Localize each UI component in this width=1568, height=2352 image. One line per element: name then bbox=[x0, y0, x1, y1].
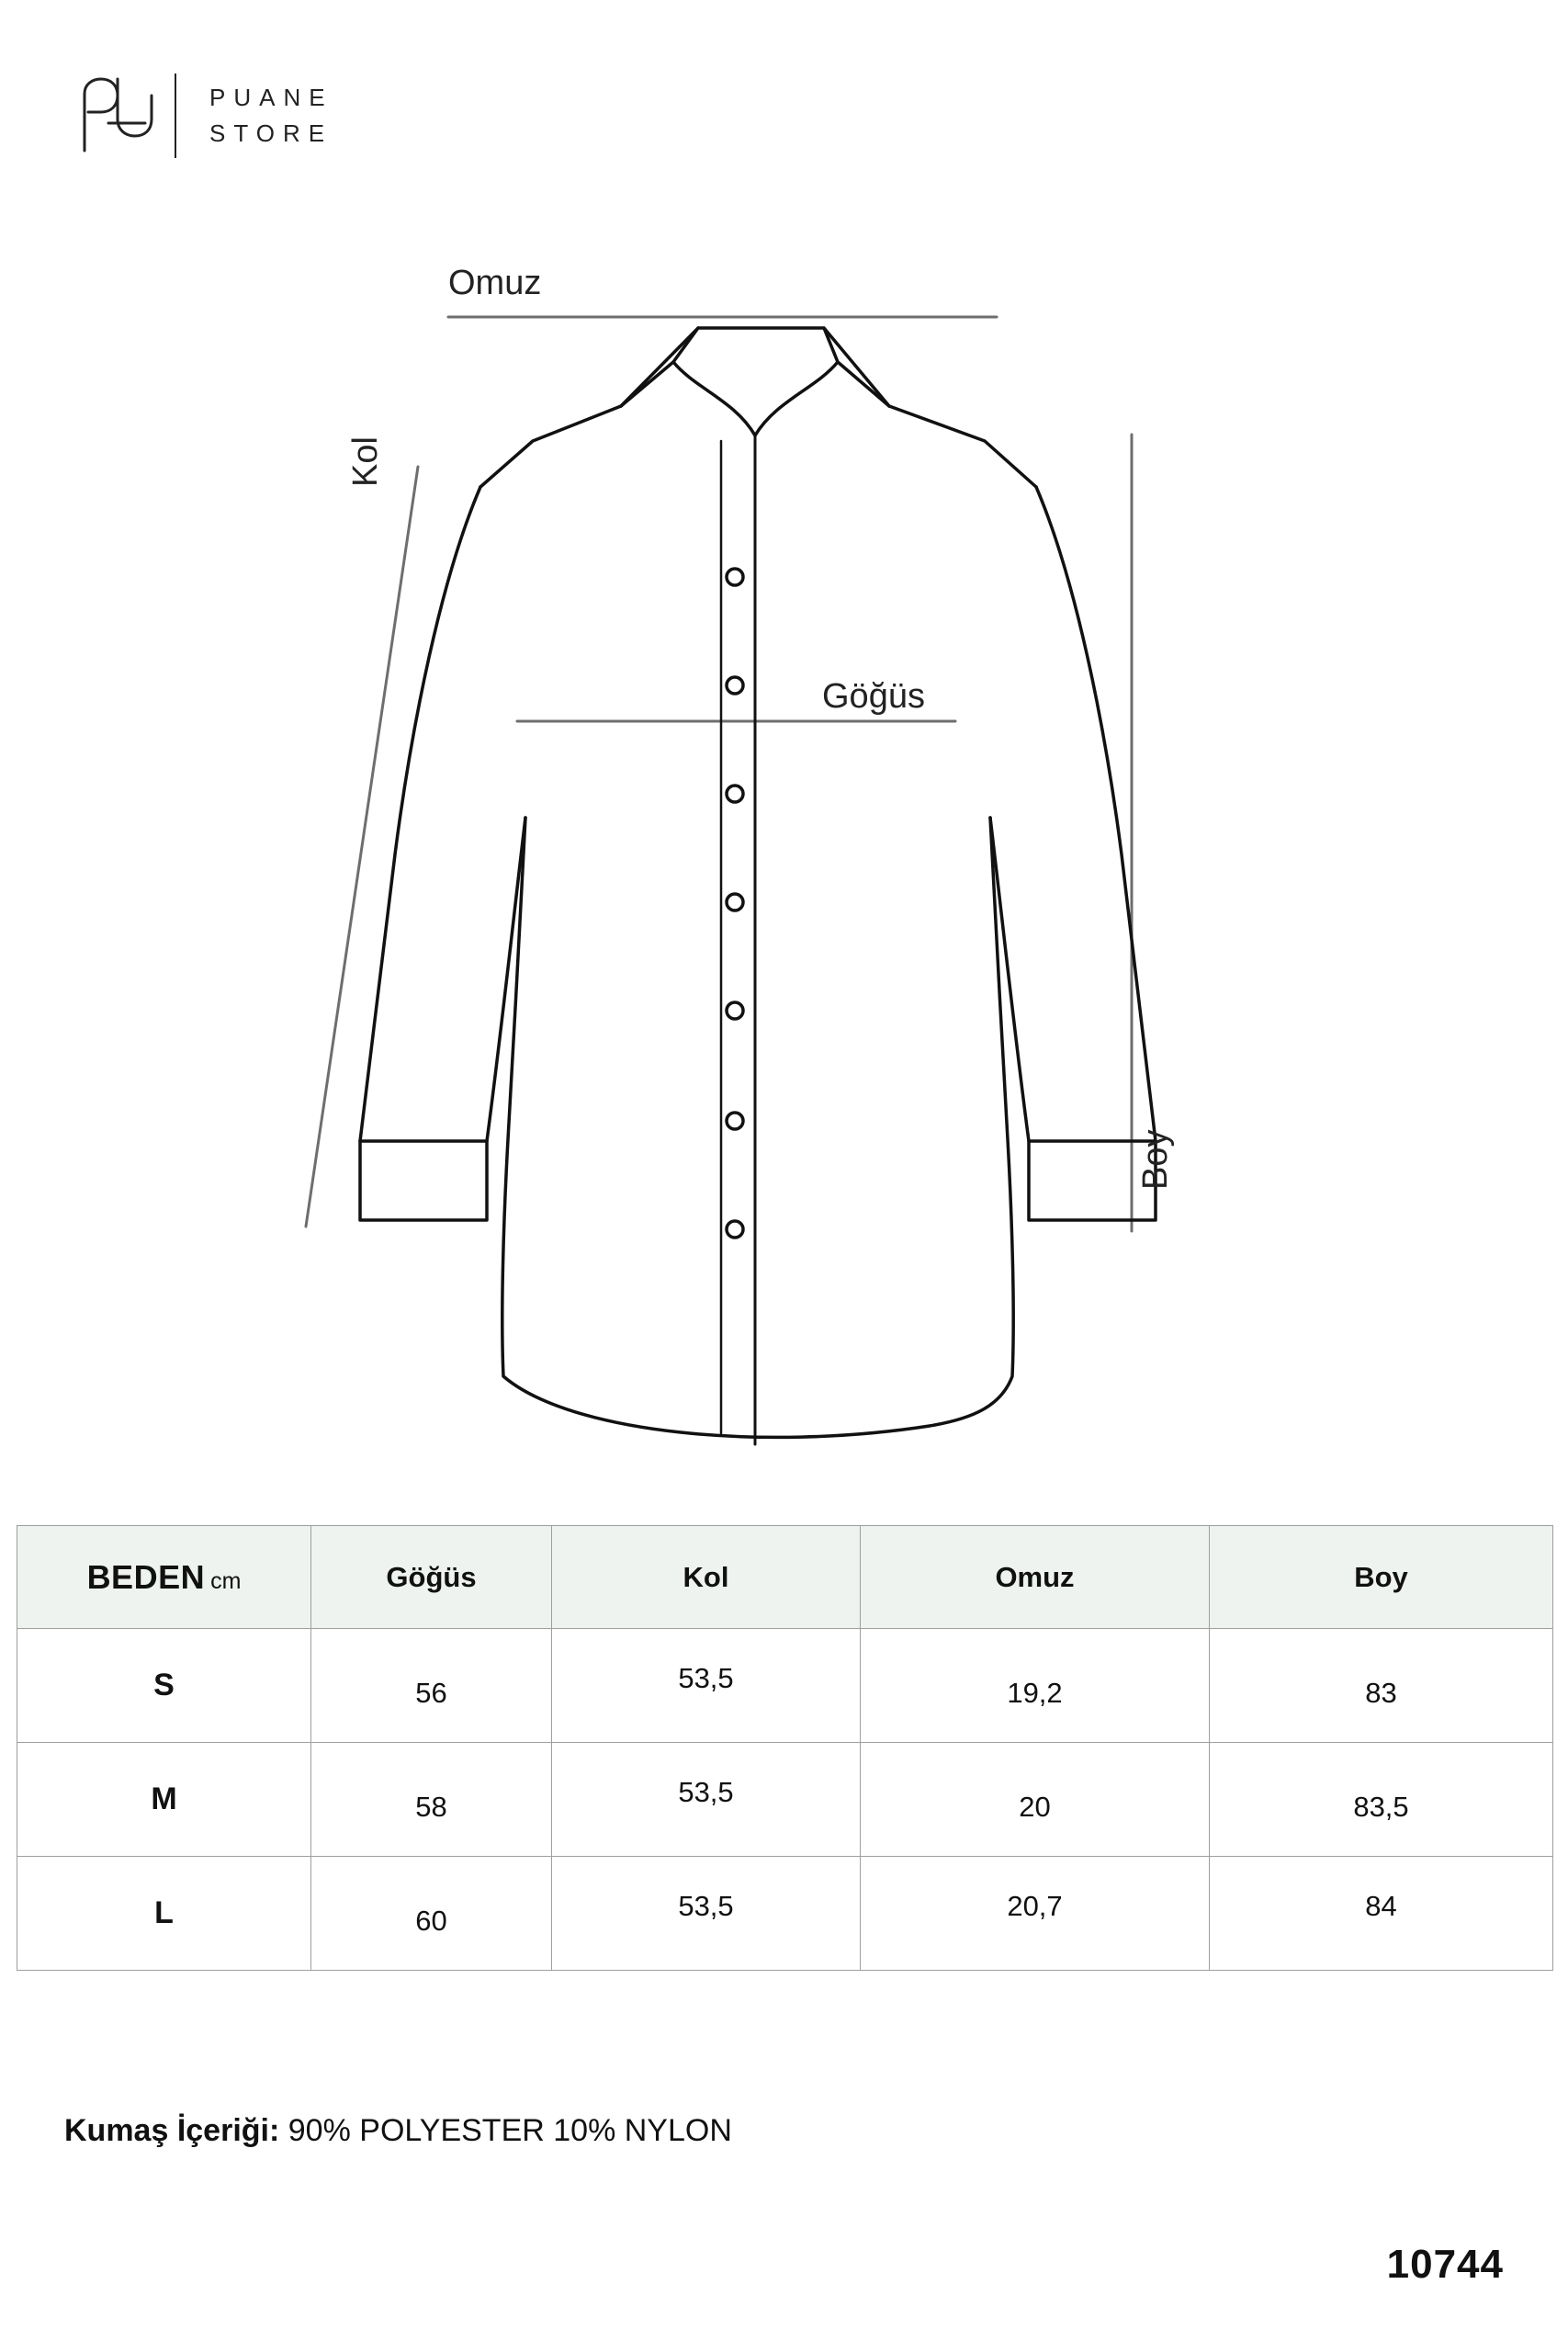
label-gogus: Göğüs bbox=[822, 677, 925, 716]
column-header-length: Boy bbox=[1210, 1526, 1553, 1629]
brand-line-2: STORE bbox=[209, 119, 333, 147]
cell-size: L bbox=[17, 1857, 311, 1971]
cell-chest: 60 bbox=[311, 1864, 552, 1978]
cell-shoulder: 19,2 bbox=[861, 1636, 1210, 1750]
cell-length: 83,5 bbox=[1210, 1750, 1553, 1864]
column-header-size bbox=[17, 1526, 311, 1629]
cell-sleeve: 53,5 bbox=[552, 1622, 861, 1736]
cell-chest: 56 bbox=[311, 1636, 552, 1750]
size-table bbox=[17, 1525, 1553, 1971]
table-row bbox=[17, 1857, 1553, 1971]
fabric-content bbox=[64, 2113, 732, 2149]
label-boy: Boy bbox=[1136, 1129, 1175, 1190]
cell-shoulder: 20 bbox=[861, 1750, 1210, 1864]
table-row bbox=[17, 1629, 1553, 1743]
cell-chest: 58 bbox=[311, 1750, 552, 1864]
product-code: 10744 bbox=[1386, 2242, 1504, 2287]
column-header-sleeve: Kol bbox=[552, 1526, 861, 1629]
cell-sleeve: 53,5 bbox=[552, 1849, 861, 1963]
cell-size: M bbox=[17, 1743, 311, 1857]
brand-line-1: PUANE bbox=[209, 84, 333, 111]
cell-size: S bbox=[17, 1629, 311, 1743]
label-kol: Kol bbox=[346, 436, 385, 487]
brand-header bbox=[66, 72, 333, 160]
cell-sleeve: 53,5 bbox=[552, 1736, 861, 1849]
fabric-value: 90% POLYESTER 10% NYLON bbox=[288, 2113, 732, 2148]
garment-illustration bbox=[0, 211, 1568, 1507]
column-header-chest: Göğüs bbox=[311, 1526, 552, 1629]
cell-length: 84 bbox=[1210, 1849, 1553, 1963]
column-header-shoulder: Omuz bbox=[861, 1526, 1210, 1629]
column-header-size-text: BEDEN bbox=[86, 1557, 206, 1596]
puane-monogram-icon bbox=[66, 72, 162, 160]
table-header-row bbox=[17, 1526, 1553, 1629]
brand-divider bbox=[175, 74, 176, 158]
fabric-label: Kumaş İçeriği: bbox=[64, 2113, 280, 2148]
column-header-size-unit: cm bbox=[210, 1567, 242, 1594]
cell-length: 83 bbox=[1210, 1636, 1553, 1750]
brand-wordmark bbox=[209, 80, 333, 152]
cell-shoulder: 20,7 bbox=[861, 1849, 1210, 1963]
label-omuz: Omuz bbox=[448, 264, 542, 302]
table-row bbox=[17, 1743, 1553, 1857]
